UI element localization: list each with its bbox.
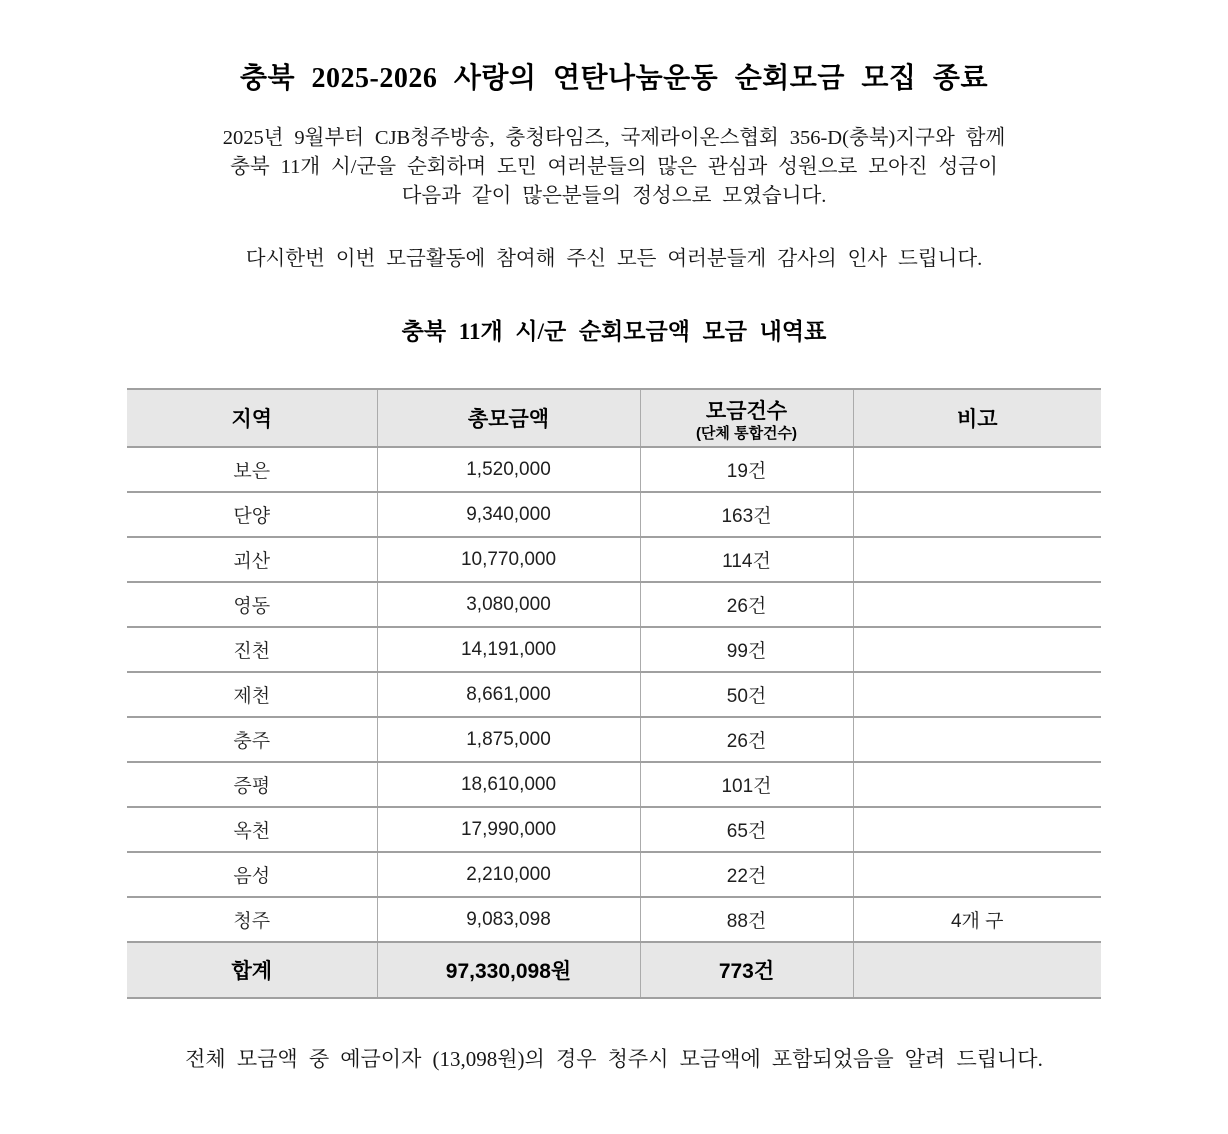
header-count-sub: (단체 통합건수) — [695, 424, 798, 442]
region-cell: 괴산 — [127, 537, 377, 582]
count-cell: 19건 — [640, 447, 853, 492]
header-amount: 총모금액 — [377, 389, 640, 447]
thanks-paragraph: 다시한번 이번 모금활동에 참여해 주신 모든 여러분들게 감사의 인사 드립니다. — [245, 248, 983, 271]
table-row — [127, 582, 1101, 627]
total-label-cell: 합계 — [127, 942, 377, 998]
note-cell — [853, 627, 1101, 672]
table-row — [127, 897, 1101, 942]
table-row — [127, 672, 1101, 717]
region-cell: 제천 — [127, 672, 377, 717]
total-note-cell — [853, 942, 1101, 998]
total-amount-cell: 97,330,098원 — [377, 942, 640, 998]
note-cell — [853, 717, 1101, 762]
count-cell: 88건 — [640, 897, 853, 942]
note-cell — [853, 762, 1101, 807]
amount-cell: 10,770,000 — [377, 537, 640, 582]
count-cell: 26건 — [640, 717, 853, 762]
table-row — [127, 537, 1101, 582]
table-header — [127, 389, 1101, 447]
amount-cell: 1,875,000 — [377, 717, 640, 762]
region-cell: 청주 — [127, 897, 377, 942]
note-cell — [853, 492, 1101, 537]
note-cell — [853, 852, 1101, 897]
table-row — [127, 852, 1101, 897]
intro-line-2: 충북 11개 시/군을 순회하며 도민 여러분들의 많은 관심과 성원으로 모아진 성금이 — [230, 156, 998, 179]
note-cell — [853, 807, 1101, 852]
table-row — [127, 807, 1101, 852]
count-cell: 22건 — [640, 852, 853, 897]
note-cell — [853, 537, 1101, 582]
note-cell — [853, 672, 1101, 717]
header-count-main: 모금건수 — [705, 399, 788, 423]
region-cell: 충주 — [127, 717, 377, 762]
table-row — [127, 627, 1101, 672]
amount-cell: 2,210,000 — [377, 852, 640, 897]
table-row — [127, 447, 1101, 492]
table-body — [127, 447, 1101, 942]
amount-cell: 9,083,098 — [377, 897, 640, 942]
table-row — [127, 762, 1101, 807]
region-cell: 보은 — [127, 447, 377, 492]
region-cell: 증평 — [127, 762, 377, 807]
header-region: 지역 — [127, 389, 377, 447]
count-cell: 114건 — [640, 537, 853, 582]
footnote: 전체 모금액 중 예금이자 (13,098원)의 경우 청주시 모금액에 포함되었음을 알려 드립니다. — [185, 1047, 1043, 1072]
amount-cell: 14,191,000 — [377, 627, 640, 672]
region-cell: 음성 — [127, 852, 377, 897]
amount-cell: 8,661,000 — [377, 672, 640, 717]
count-cell: 65건 — [640, 807, 853, 852]
count-cell: 163건 — [640, 492, 853, 537]
total-count-cell: 773건 — [640, 942, 853, 998]
page-title: 충북 2025-2026 사랑의 연탄나눔운동 순회모금 모집 종료 — [240, 63, 988, 94]
region-cell: 진천 — [127, 627, 377, 672]
note-cell: 4개 구 — [853, 897, 1101, 942]
count-cell: 101건 — [640, 762, 853, 807]
table-footer — [127, 942, 1101, 998]
region-cell: 영동 — [127, 582, 377, 627]
header-count — [640, 389, 853, 447]
amount-cell: 17,990,000 — [377, 807, 640, 852]
intro-paragraph — [114, 124, 1114, 211]
intro-line-3: 다음과 같이 많은분들의 정성으로 모였습니다. — [401, 185, 827, 208]
region-cell: 단양 — [127, 492, 377, 537]
table-row — [127, 492, 1101, 537]
header-row — [127, 389, 1101, 447]
amount-cell: 1,520,000 — [377, 447, 640, 492]
count-cell: 50건 — [640, 672, 853, 717]
total-row — [127, 942, 1101, 998]
header-note: 비고 — [853, 389, 1101, 447]
table-title: 충북 11개 시/군 순회모금액 모금 내역표 — [401, 319, 827, 345]
fundraising-table — [127, 388, 1101, 999]
note-cell — [853, 447, 1101, 492]
count-cell: 26건 — [640, 582, 853, 627]
amount-cell: 3,080,000 — [377, 582, 640, 627]
count-cell: 99건 — [640, 627, 853, 672]
note-cell — [853, 582, 1101, 627]
intro-line-1: 2025년 9월부터 CJB청주방송, 충청타임즈, 국제라이온스협회 356-D(충북)지구와 함께 — [222, 127, 1006, 149]
region-cell: 옥천 — [127, 807, 377, 852]
table-row — [127, 717, 1101, 762]
amount-cell: 9,340,000 — [377, 492, 640, 537]
amount-cell: 18,610,000 — [377, 762, 640, 807]
